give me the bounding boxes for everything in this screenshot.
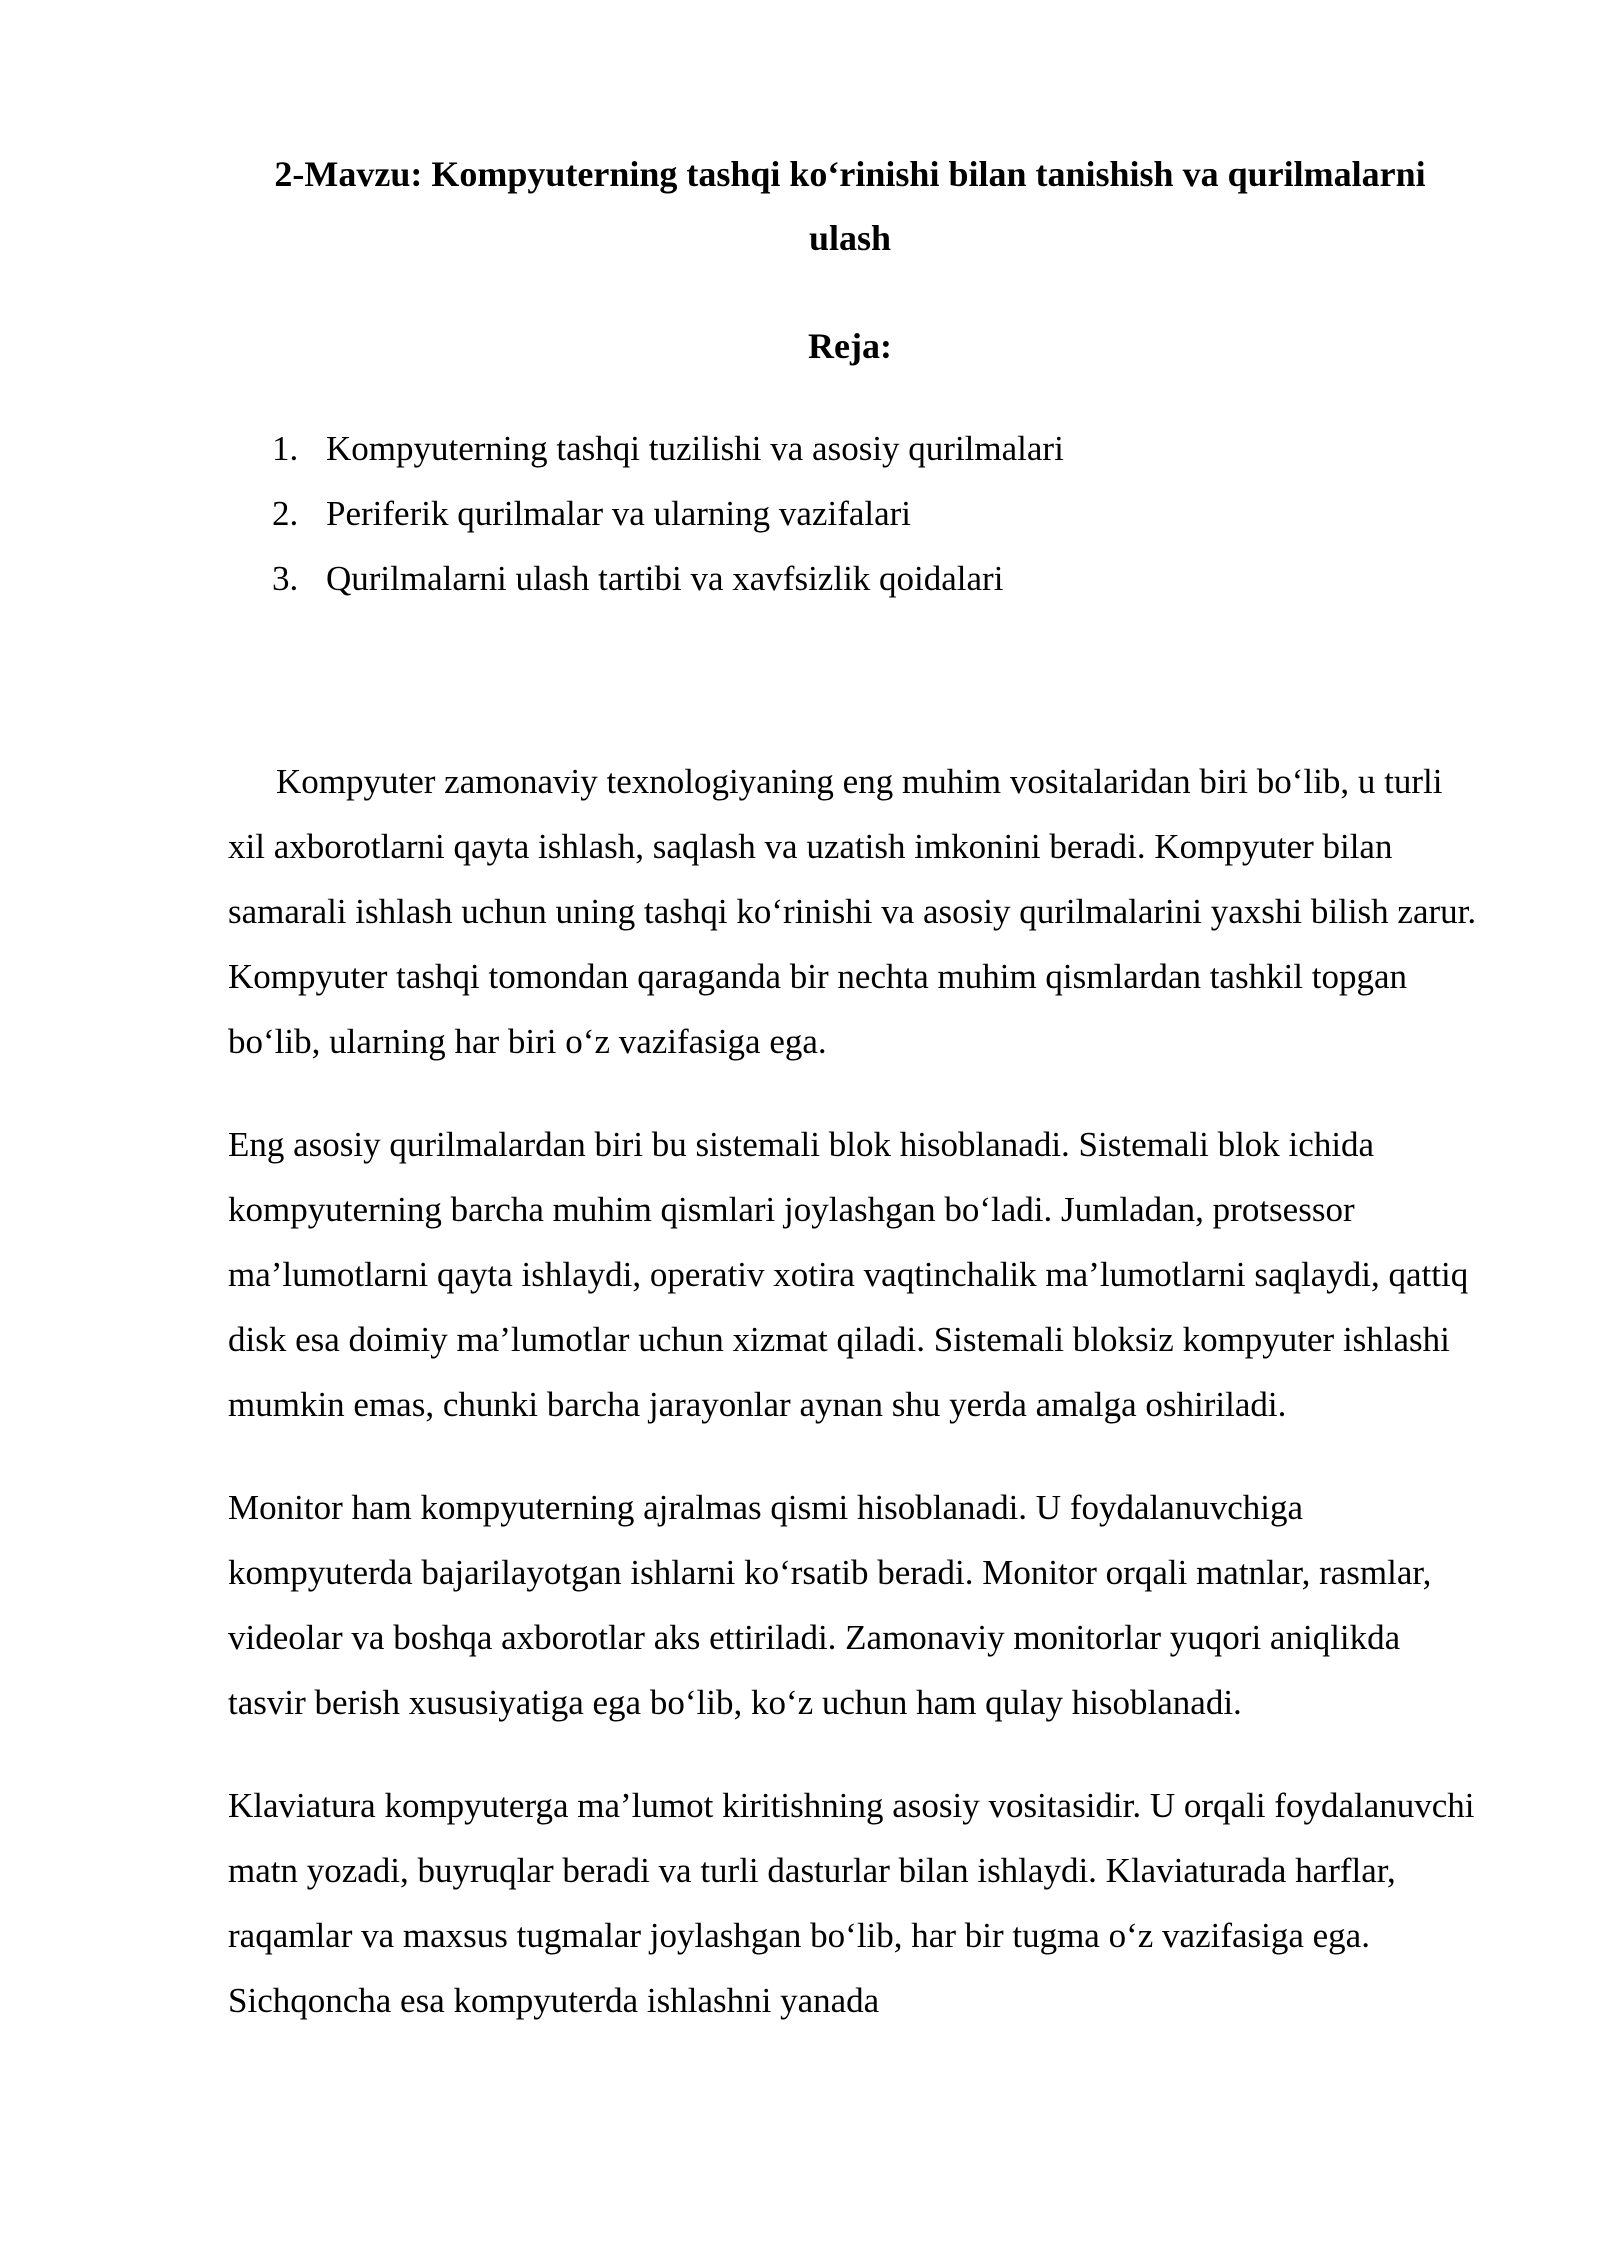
plan-item-text: Kompyuterning tashqi tuzilishi va asosiy qurilmalari — [326, 429, 1064, 468]
plan-item-number: 1. — [272, 429, 299, 468]
paragraph-keyboard: Klaviatura kompyuterga ma’lumot kiritishning asosiy vositasidir. U orqali foydalanuvchi matn yozadi, buyruqlar beradi va turli dasturlar bilan ishlaydi. Klaviaturada harflar, raqamlar va maxsus tugmalar joylashgan bo‘lib, har bir tugma o‘z vazifasiga ega. Sichqoncha esa kompyuterda ishlashni yanada — [228, 1786, 1475, 2020]
document-body — [228, 749, 1480, 2071]
plan-item — [272, 481, 1064, 546]
plan-heading: Reja: — [808, 326, 892, 366]
plan-item-number: 2. — [272, 494, 299, 533]
plan-list — [272, 416, 1064, 611]
plan-item-text: Qurilmalarni ulash tartibi va xavfsizlik qoidalari — [326, 559, 1004, 598]
plan-item-text: Periferik qurilmalar va ularning vazifalari — [326, 494, 912, 533]
paragraph-intro: Kompyuter zamonaviy texnologiyaning eng muhim vositalaridan biri bo‘lib, u turli xil axborotlarni qayta ishlash, saqlash va uzatish imkonini beradi. Kompyuter bilan samarali ishlash uchun uning tashqi ko‘rinishi va asosiy qurilmalarini yaxshi bilish zarur. Kompyuter tashqi tomondan qaraganda bir nechta muhim qismlardan tashkil topgan bo‘lib, ularning har biri o‘z vazifasiga ega. — [228, 762, 1477, 1061]
paragraph-monitor: Monitor ham kompyuterning ajralmas qismi hisoblanadi. U foydalanuvchiga kompyuterda bajarilayotgan ishlarni ko‘rsatib beradi. Monitor orqali matnlar, rasmlar, videolar va boshqa axborotlar aks ettiriladi. Zamonaviy monitorlar yuqori aniqlikda tasvir berish xususiyatiga ega bo‘lib, ko‘z uchun ham qulay hisoblanadi. — [228, 1488, 1432, 1722]
paragraph-system-unit: Eng asosiy qurilmalardan biri bu sistemali blok hisoblanadi. Sistemali blok ichida kompyuterning barcha muhim qismlari joylashgan bo‘ladi. Jumladan, protsessor ma’lumotlarni qayta ishlaydi, operativ xotira vaqtinchalik ma’lumotlarni saqlaydi, qattiq disk esa doimiy ma’lumotlar uchun xizmat qiladi. Sistemali bloksiz kompyuter ishlashi mumkin emas, chunki barcha jarayonlar aynan shu yerda amalga oshiriladi. — [228, 1125, 1469, 1424]
plan-item — [272, 546, 1064, 611]
plan-item-number: 3. — [272, 559, 299, 598]
plan-item — [272, 416, 1064, 481]
document-title: 2-Mavzu: Kompyuterning tashqi ko‘rinishi bilan tanishish va qurilmalarni ulash — [274, 154, 1426, 258]
